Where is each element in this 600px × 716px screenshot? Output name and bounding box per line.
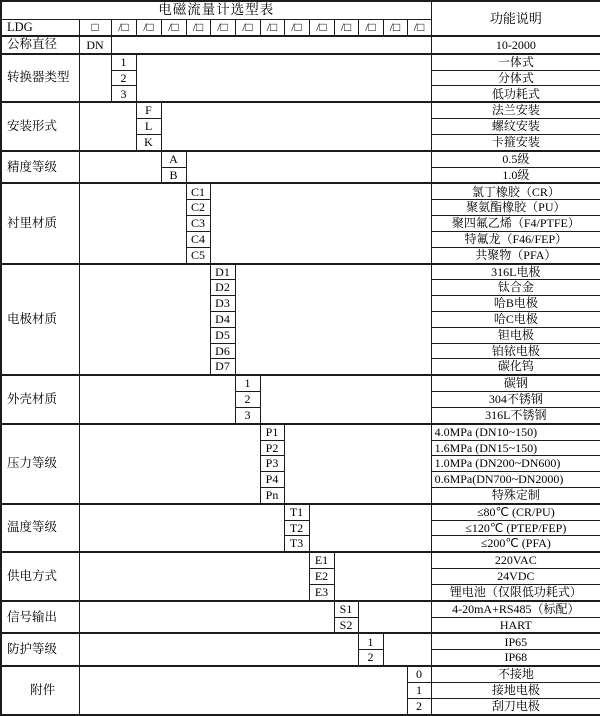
option-function: 接地电极: [431, 683, 600, 699]
option-code: C2: [186, 200, 210, 216]
option-code: 0: [407, 666, 431, 682]
spacer-cell: [210, 183, 431, 263]
option-code: 2: [111, 70, 136, 86]
category-label: 信号输出: [1, 601, 79, 634]
option-function: 不接地: [431, 666, 600, 682]
option-function-dn: 10-2000: [431, 36, 600, 54]
option-function: 卡箍安装: [431, 134, 600, 150]
option-function: 螺纹安装: [431, 119, 600, 135]
spacer-cell: [79, 552, 309, 601]
model-slot-1: /□: [111, 19, 136, 36]
option-code: D5: [210, 327, 235, 343]
option-function: 0.6MPa(DN700~DN2000): [431, 472, 600, 488]
option-function: 聚氨酯橡胶（PU）: [431, 200, 600, 216]
option-function: ≤80℃ (CR/PU): [431, 504, 600, 520]
option-function: 316L电极: [431, 264, 600, 280]
spacer-cell: [79, 633, 358, 666]
option-code: 2: [235, 392, 260, 408]
model-slot-3: /□: [161, 19, 186, 36]
function-column-header: 功能说明: [431, 1, 600, 36]
option-function: 4-20mA+RS485（标配）: [431, 601, 600, 617]
option-function: 碳化钨: [431, 359, 600, 375]
option-code: 2: [358, 650, 383, 666]
option-code: C1: [186, 183, 210, 199]
spacer-cell: [79, 504, 284, 553]
option-function: 低功耗式: [431, 86, 600, 102]
model-slot-13: /□: [407, 19, 431, 36]
spacer-cell: [79, 666, 407, 715]
model-slot-2: /□: [136, 19, 161, 36]
option-function: IP68: [431, 650, 600, 666]
option-code: 1: [358, 633, 383, 649]
option-code: D6: [210, 343, 235, 359]
option-code: C4: [186, 231, 210, 247]
spacer-cell: [235, 264, 431, 376]
page-title: 电磁流量计选型表: [1, 1, 431, 19]
spacer-cell: [79, 54, 111, 103]
model-slot-4: /□: [186, 19, 210, 36]
category-label: 供电方式: [1, 552, 79, 601]
spacer-cell: [358, 601, 431, 634]
option-function: 哈B电极: [431, 296, 600, 312]
model-slot-5: /□: [210, 19, 235, 36]
option-code: E3: [309, 584, 334, 600]
option-function: 0.5级: [431, 151, 600, 167]
model-slot-10: /□: [334, 19, 358, 36]
spacer-cell: [79, 375, 235, 424]
option-code: C3: [186, 216, 210, 232]
option-function: 锂电池（仅限低功耗式）: [431, 584, 600, 600]
option-code: T1: [284, 504, 309, 520]
option-function: 钛合金: [431, 280, 600, 296]
spacer-cell: [383, 633, 431, 666]
option-function: IP65: [431, 633, 600, 649]
option-function: 特氟龙（F46/FEP）: [431, 231, 600, 247]
spacer-cell: [186, 151, 431, 184]
option-function: 共聚物（PFA）: [431, 247, 600, 263]
option-function: 4.0MPa (DN10~150): [431, 424, 600, 440]
option-code: 1: [407, 683, 431, 699]
option-code: P1: [260, 424, 284, 440]
spacer-cell: [309, 504, 431, 553]
option-function: 碳钢: [431, 375, 600, 391]
spacer-cell: [79, 183, 186, 263]
option-code: Pn: [260, 487, 284, 503]
option-code: 1: [235, 375, 260, 391]
model-prefix: LDG: [1, 19, 79, 36]
option-function: 氯丁橡胶（CR）: [431, 183, 600, 199]
category-label: 电极材质: [1, 264, 79, 376]
option-code: D4: [210, 311, 235, 327]
option-function: 1.6MPa (DN15~150): [431, 440, 600, 456]
option-code: P2: [260, 440, 284, 456]
option-code: P3: [260, 456, 284, 472]
spacer-cell: [79, 424, 260, 504]
spacer-cell: [136, 54, 431, 103]
option-code: C5: [186, 247, 210, 263]
category-label: 安装形式: [1, 102, 79, 151]
option-function: 220VAC: [431, 552, 600, 568]
option-code: D2: [210, 280, 235, 296]
option-function: ≤120℃ (PTEP/FEP): [431, 520, 600, 536]
option-code: S1: [334, 601, 358, 617]
option-function: 刮刀电极: [431, 698, 600, 715]
spacer-cell: [79, 601, 334, 634]
option-function: 分体式: [431, 70, 600, 86]
category-label: 转换器类型: [1, 54, 79, 103]
option-function: 24VDC: [431, 569, 600, 585]
category-label: 衬里材质: [1, 183, 79, 263]
option-code: E1: [309, 552, 334, 568]
option-code: 3: [235, 407, 260, 423]
option-code-dn: DN: [79, 36, 111, 54]
option-code: L: [136, 119, 161, 135]
spacer-cell: [334, 552, 431, 601]
option-function: 聚四氟乙烯（F4/PTFE）: [431, 216, 600, 232]
category-label: 压力等级: [1, 424, 79, 504]
option-function: 1.0MPa (DN200~DN600): [431, 456, 600, 472]
option-function: 316L不锈钢: [431, 407, 600, 423]
category-label: 精度等级: [1, 151, 79, 184]
option-function: 铂铱电极: [431, 343, 600, 359]
option-function: ≤200℃ (PFA): [431, 536, 600, 552]
option-code: K: [136, 134, 161, 150]
option-code: 3: [111, 86, 136, 102]
model-slot-12: /□: [383, 19, 407, 36]
option-code: F: [136, 102, 161, 118]
option-function: 1.0级: [431, 167, 600, 183]
option-function: 304不锈钢: [431, 392, 600, 408]
option-function: 一体式: [431, 54, 600, 70]
category-label: 外壳材质: [1, 375, 79, 424]
option-function: 特殊定制: [431, 487, 600, 503]
spacer-cell: [79, 151, 161, 184]
spacer-cell: [111, 36, 431, 54]
model-slot-11: /□: [358, 19, 383, 36]
option-code: T2: [284, 520, 309, 536]
category-label-dn: 公称直径: [1, 36, 79, 54]
option-code: 1: [111, 54, 136, 70]
model-slot-8: /□: [284, 19, 309, 36]
option-code: P4: [260, 472, 284, 488]
option-function: HART: [431, 617, 600, 633]
option-function: 钽电极: [431, 327, 600, 343]
category-label: 防护等级: [1, 633, 79, 666]
spacer-cell: [260, 375, 431, 424]
option-code: B: [161, 167, 186, 183]
category-label: 附件: [1, 666, 79, 715]
spacer-cell: [284, 424, 431, 504]
model-slot-7: /□: [260, 19, 284, 36]
model-slot-9: /□: [309, 19, 334, 36]
option-code: S2: [334, 617, 358, 633]
option-code: D3: [210, 296, 235, 312]
spacer-cell: [161, 102, 431, 151]
option-code: E2: [309, 569, 334, 585]
option-function: 哈C电极: [431, 311, 600, 327]
spacer-cell: [79, 264, 210, 376]
category-label: 温度等级: [1, 504, 79, 553]
option-code: D7: [210, 359, 235, 375]
option-code: T3: [284, 536, 309, 552]
spacer-cell: [79, 102, 136, 151]
option-function: 法兰安装: [431, 102, 600, 118]
model-slot-6: /□: [235, 19, 260, 36]
option-code: A: [161, 151, 186, 167]
model-base-slot: □: [79, 19, 111, 36]
option-code: D1: [210, 264, 235, 280]
option-code: 2: [407, 698, 431, 715]
